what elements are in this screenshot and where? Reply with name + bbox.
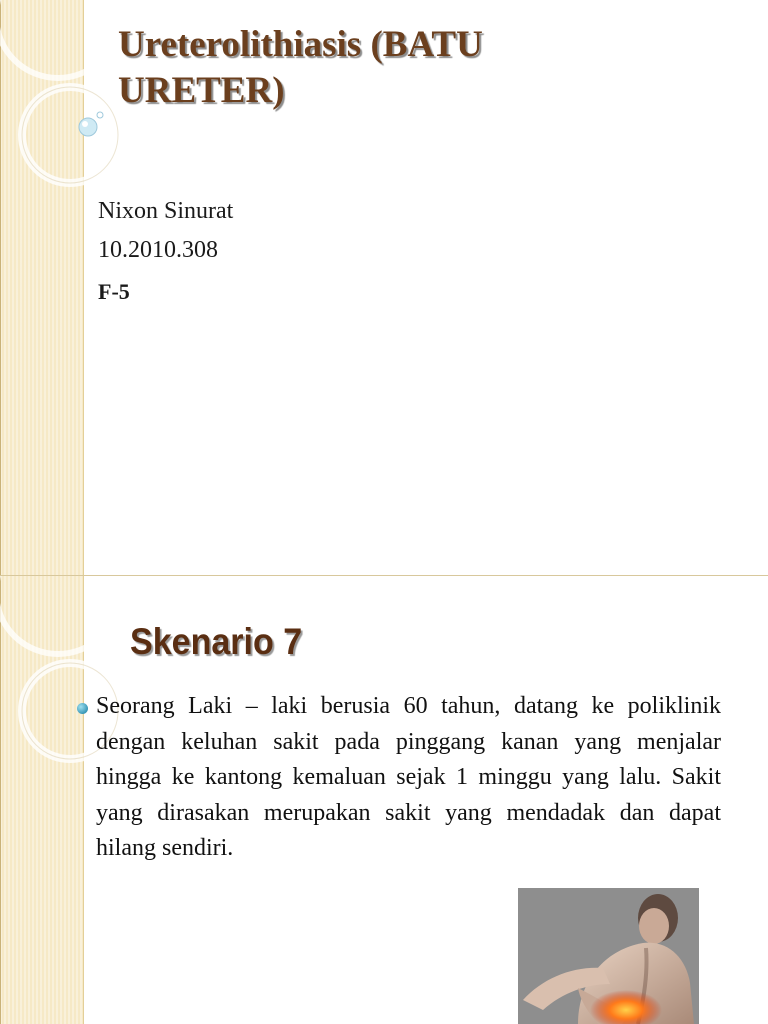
scenario-title: Skenario 7 bbox=[130, 621, 303, 662]
back-pain-illustration-icon bbox=[518, 888, 699, 1024]
scenario-body: Seorang Laki – laki berusia 60 tahun, datang ke poliklinik dengan keluhan sakit pada pinggang kanan yang menjalar hingga ke kantong kemaluan sejak 1 minggu yang lalu. Sakit yang dirasakan merupakan sakit yang mendadak dan dapat hilang sendiri. bbox=[96, 693, 721, 861]
author-name: Nixon Sinurat bbox=[98, 198, 234, 224]
author-student-id: 10.2010.308 bbox=[98, 237, 218, 263]
presentation-title: Ureterolithiasis (BATU URETER) bbox=[118, 24, 483, 111]
author-group: F-5 bbox=[98, 279, 130, 304]
circle-bullet-icon bbox=[77, 703, 88, 714]
back-pain-photo bbox=[518, 888, 699, 1024]
slide-2 bbox=[0, 576, 768, 1024]
